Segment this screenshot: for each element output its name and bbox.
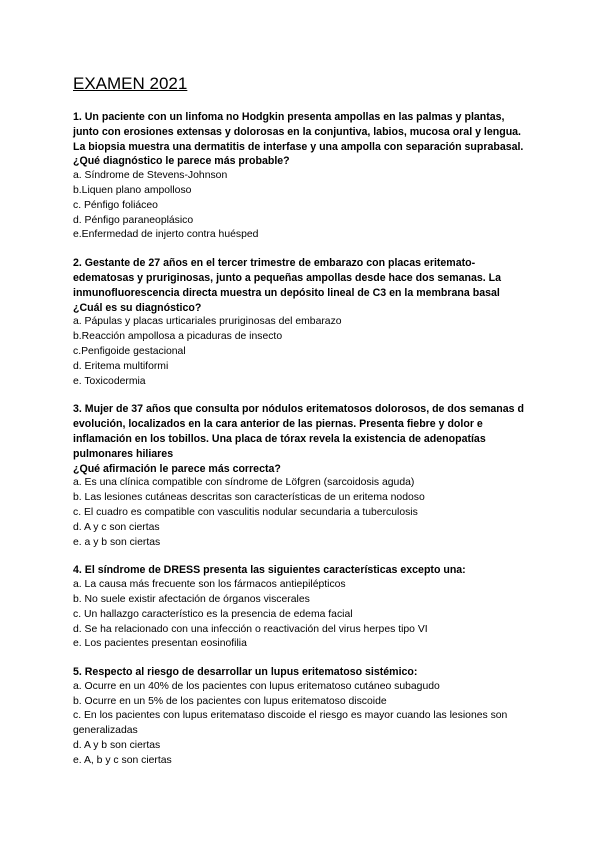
option: c. El cuadro es compatible con vasculitis nodular secundaria a tuberculosis: [73, 506, 418, 518]
question-1: [73, 110, 530, 243]
option: d. A y c son ciertas: [73, 521, 160, 533]
question-text: 1. Un paciente con un linfoma no Hodgkin presenta ampollas en las palmas y plantas, junto con erosiones extensas y dolorosas en la conjuntiva, labios, mucosa oral y lengua. La biopsia muestra una dermatitis de interfase y una ampolla con separación suprabasal. ¿Qué diagnóstico le parece más probable?: [73, 111, 524, 168]
options-list: [73, 315, 530, 389]
option: a. La causa más frecuente son los fármacos antiepilépticos: [73, 579, 346, 591]
option: a. Pápulas y placas urticariales pruriginosas del embarazo: [73, 316, 342, 328]
option: d. A y b son ciertas: [73, 740, 161, 752]
question-text: 5. Respecto al riesgo de desarrollar un lupus eritematoso sistémico:: [73, 666, 418, 679]
page-title: EXAMEN 2021: [73, 74, 188, 93]
options-list: [73, 169, 530, 243]
options-list: [73, 680, 530, 769]
option: e. A, b y c son ciertas: [73, 754, 172, 766]
options-list: [73, 476, 530, 550]
question-3: [73, 402, 530, 550]
question-prompt: ¿Qué afirmación le parece más correcta?: [73, 462, 281, 475]
question-2: [73, 256, 530, 389]
question-text: 4. El síndrome de DRESS presenta las siguientes características excepto una:: [73, 564, 466, 577]
option: b.Liquen plano ampolloso: [73, 184, 192, 196]
options-list: [73, 578, 530, 652]
option: e.Enfermedad de injerto contra huésped: [73, 229, 259, 241]
option: d. Se ha relacionado con una infección o reactivación del virus herpes tipo VI: [73, 623, 428, 635]
option: a. Síndrome de Stevens-Johnson: [73, 170, 228, 182]
option: b. Ocurre en un 5% de los pacientes con lupus eritematoso discoide: [73, 695, 387, 707]
option: a. Ocurre en un 40% de los pacientes con lupus eritematoso cutáneo subagudo: [73, 680, 440, 692]
option: a. Es una clínica compatible con síndrome de Löfgren (sarcoidosis aguda): [73, 477, 415, 489]
option: d. Eritema multiformi: [73, 360, 169, 372]
question-4: [73, 563, 530, 652]
question-5: [73, 665, 530, 769]
option: e. Toxicodermia: [73, 375, 146, 387]
option: b.Reacción ampollosa a picaduras de insecto: [73, 331, 283, 343]
question-text: 2. Gestante de 27 años en el tercer trimestre de embarazo con placas eritemato-edematosas y pruriginosas, junto a pequeñas ampollas desde hace dos semanas. La inmunofluorescencia directa muestra un depósito lineal de C3 en la membrana basal ¿Cuál es su diagnóstico?: [73, 257, 502, 314]
question-text: 3. Mujer de 37 años que consulta por nódulos eritematosos dolorosos, de dos semanas d evolución, localizados en la cara anterior de las piernas. Presenta fiebre y dolor e inflamación en los tobillos. Una placa de tórax revela la existencia de adenopatías pulmonares hiliares: [73, 403, 524, 460]
option: c. En los pacientes con lupus eritemataso discoide el riesgo es mayor cuando las lesiones son generalizadas: [73, 710, 508, 737]
option: b. Las lesiones cutáneas descritas son características de un eritema nodoso: [73, 492, 425, 504]
option: c. Pénfigo foliáceo: [73, 199, 158, 211]
option: b. No suele existir afectación de órganos viscerales: [73, 593, 310, 605]
option: c.Penfigoide gestacional: [73, 345, 186, 357]
option: d. Pénfigo paraneoplásico: [73, 214, 194, 226]
option: e. a y b son ciertas: [73, 536, 161, 548]
option: c. Un hallazgo característico es la presencia de edema facial: [73, 608, 353, 620]
option: e. Los pacientes presentan eosinofilia: [73, 638, 247, 650]
